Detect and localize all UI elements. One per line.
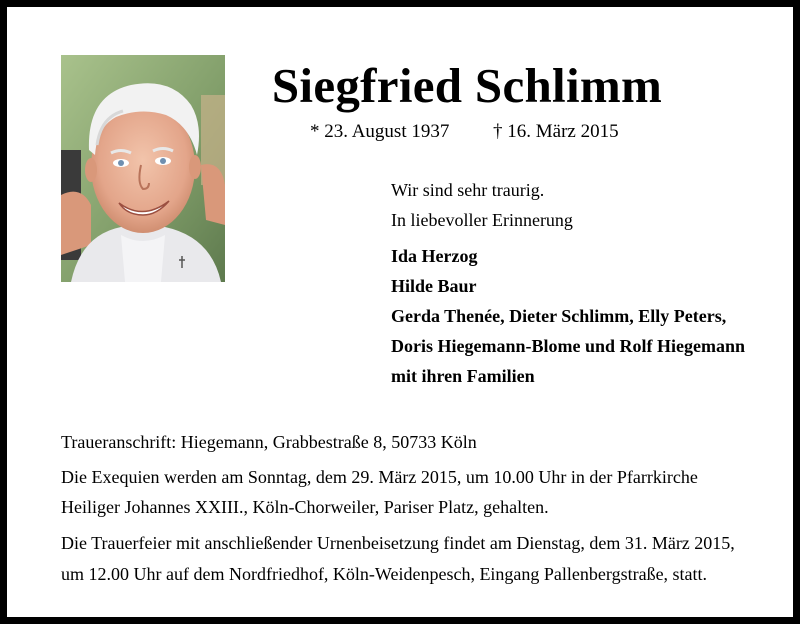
mourner-line: Hilde Baur [391,276,477,296]
intro-line: Wir sind sehr traurig. [391,180,545,200]
exequies-line: Heiliger Johannes XXIII., Köln-Chorweiler, Pariser Platz, gehalten. [61,497,549,517]
intro-line: In liebevoller Erinnerung [391,210,573,230]
portrait-photo [61,55,225,282]
mourner-line: Gerda Thenée, Dieter Schlimm, Elly Peters, [391,306,727,326]
deceased-name: Siegfried Schlimm [271,58,663,113]
funeral-line: Die Trauerfeier mit anschließender Urnenbeisetzung findet am Dienstag, dem 31. März 2015, [61,533,735,553]
exequies-line: Die Exequien werden am Sonntag, dem 29. März 2015, um 10.00 Uhr in der Pfarrkirche [61,467,698,487]
mourner-line: Doris Hiegemann-Blome und Rolf Hiegemann [391,336,745,356]
funeral-line: um 12.00 Uhr auf dem Nordfriedhof, Köln-Weidenpesch, Eingang Pallenbergstraße, statt. [61,564,708,584]
mourner-line: Ida Herzog [391,246,478,266]
mourner-line: mit ihren Familien [391,366,535,386]
mourning-address: Traueranschrift: Hiegemann, Grabbestraße 8, 50733 Köln [61,432,477,452]
birth-date: * 23. August 1937 [310,121,450,142]
death-date: † 16. März 2015 [493,121,619,142]
